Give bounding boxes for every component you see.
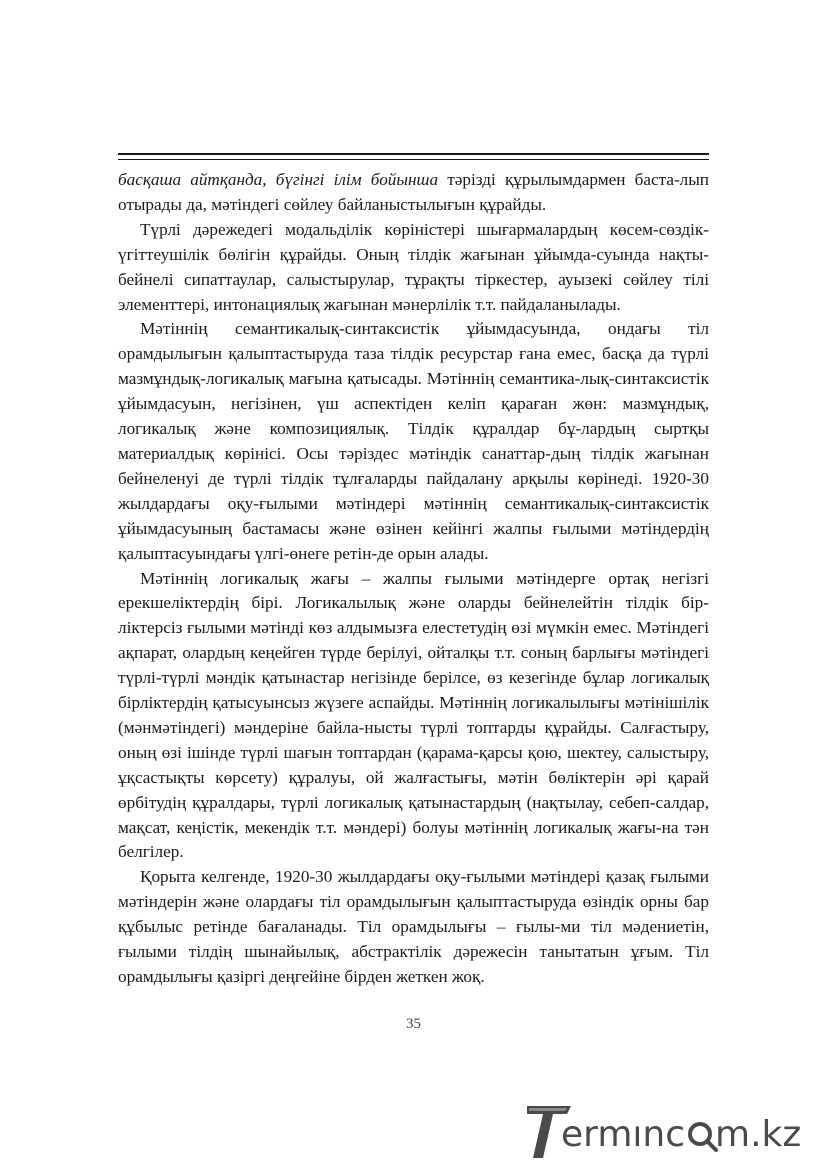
paragraph-5: Қорыта келгенде, 1920-30 жылдардағы оқу-ғылыми мәтіндері қазақ ғылыми мәтіндерін және олардағы тіл орамдылығын қалыптастыруда өзіндік орны бар құбылыс ретінде бағаланады. Тіл орамдылығы – ғылы-ми тіл мәдениетін, ғылыми тілдің шынайылық, абстрактілік дәрежесін танытатын ұғым. Тіл орамдылығы қазіргі деңгейіне бірден жеткен жоқ. [118,867,709,986]
header-rule-thick [118,153,709,155]
svg-text:ermınc: ermınc [561,1114,685,1155]
paragraph-1-text: тәрізді құрылымдармен баста-лып отырады да, мәтіндегі сөйлеу байланыстылығын құрайды. [118,170,709,214]
paragraph-4: Мәтіннің логикалық жағы – жалпы ғылыми мәтіндерге ортақ негізгі ерекшеліктердің бірі. Логикалылық және оларды бейнелейтін тілдік бір-ліктерсіз ғылыми мәтінді көз алдымызға елестетудің өзі мүмкін емес. Мәтіндегі ақпарат, олардың кеңейген түрде берілуі, ойталқы т.т. соның барлығы мәтіндегі түрлі-түрлі мәндік қатынастар негізінде берілсе, өз кезегінде бұлар логикалық бірліктердің қатысуынсыз жүзеге аспайды. Мәтіннің логикалылығы мәтінішілік (мәнмәтіндегі) мәндеріне байла-нысты түрлі топтарды құрайды. Салғастыру, оның өзі ішінде түрлі шағын топтардан (қарама-қарсы қою, шектеу, салыстыру, ұқсастықты көрсету) құралуы, ой жалғастығы, мәтін бөліктерін әрі қарай өрбітудің құралдары, түрлі логикалық қатынастардың (нақтылау, себеп-салдар, мақсат, кеңістік, мекендік т.т. мәндері) болуы мәтіннің логикалық жағы-на тән белгілер. [118,568,709,862]
termincom-watermark-logo [527,1100,817,1160]
paragraph-3: Мәтіннің семантикалық-синтаксистік ұйымдасуында, ондағы тіл орамдылығын қалыптастыруда таза тілдік ресурстар ғана емес, басқа да түрлі мазмұндық-логикалық мағына қатысады. Мәтіннің семантика-лық-синтаксистік ұйымдасуын, негізінен, үш аспектіден келіп қараған жөн: мазмұндық, логикалық және композициялық. Тілдік құралдар бұ-лардың сыртқы материалдық көрінісі. Осы тәріздес мәтіндік санаттар-дың тілдік жағынан бейнеленуі де түрлі тілдік тұлғаларды пайдалану арқылы көрінеді. 1920-30 жылдардағы оқу-ғылыми мәтіндері мәтіннің семантикалық-синтаксистік ұйымдасуының бастамасы және өзінен кейінгі жалпы ғылыми мәтіндердің қалыптасуындағы үлгі-өнеге ретін-де орын алады. [118,319,709,563]
paragraph-1 [118,168,709,218]
italic-lead: басқаша айтқанда, бүгінгі ілім бойынша [118,170,439,189]
paragraph-2: Түрлі дәрежедегі модальділік көріністері шығармалардың көсем-сөздік-үгіттеушілік бөлігін құрайды. Оның тілдік жағынан ұйымда-суында нақты-бейнелі сипаттаулар, салыстырулар, тұрақты тіркестер, ауызекі сөйлеу тілі элементтері, интонациялық жағынан мәнерлілік т.т. пайдаланылады. [118,219,709,314]
body-text [118,168,709,990]
header-rule-thin [118,159,709,160]
page-number: 35 [406,1016,421,1032]
svg-text:m.kz: m.kz [715,1114,802,1155]
